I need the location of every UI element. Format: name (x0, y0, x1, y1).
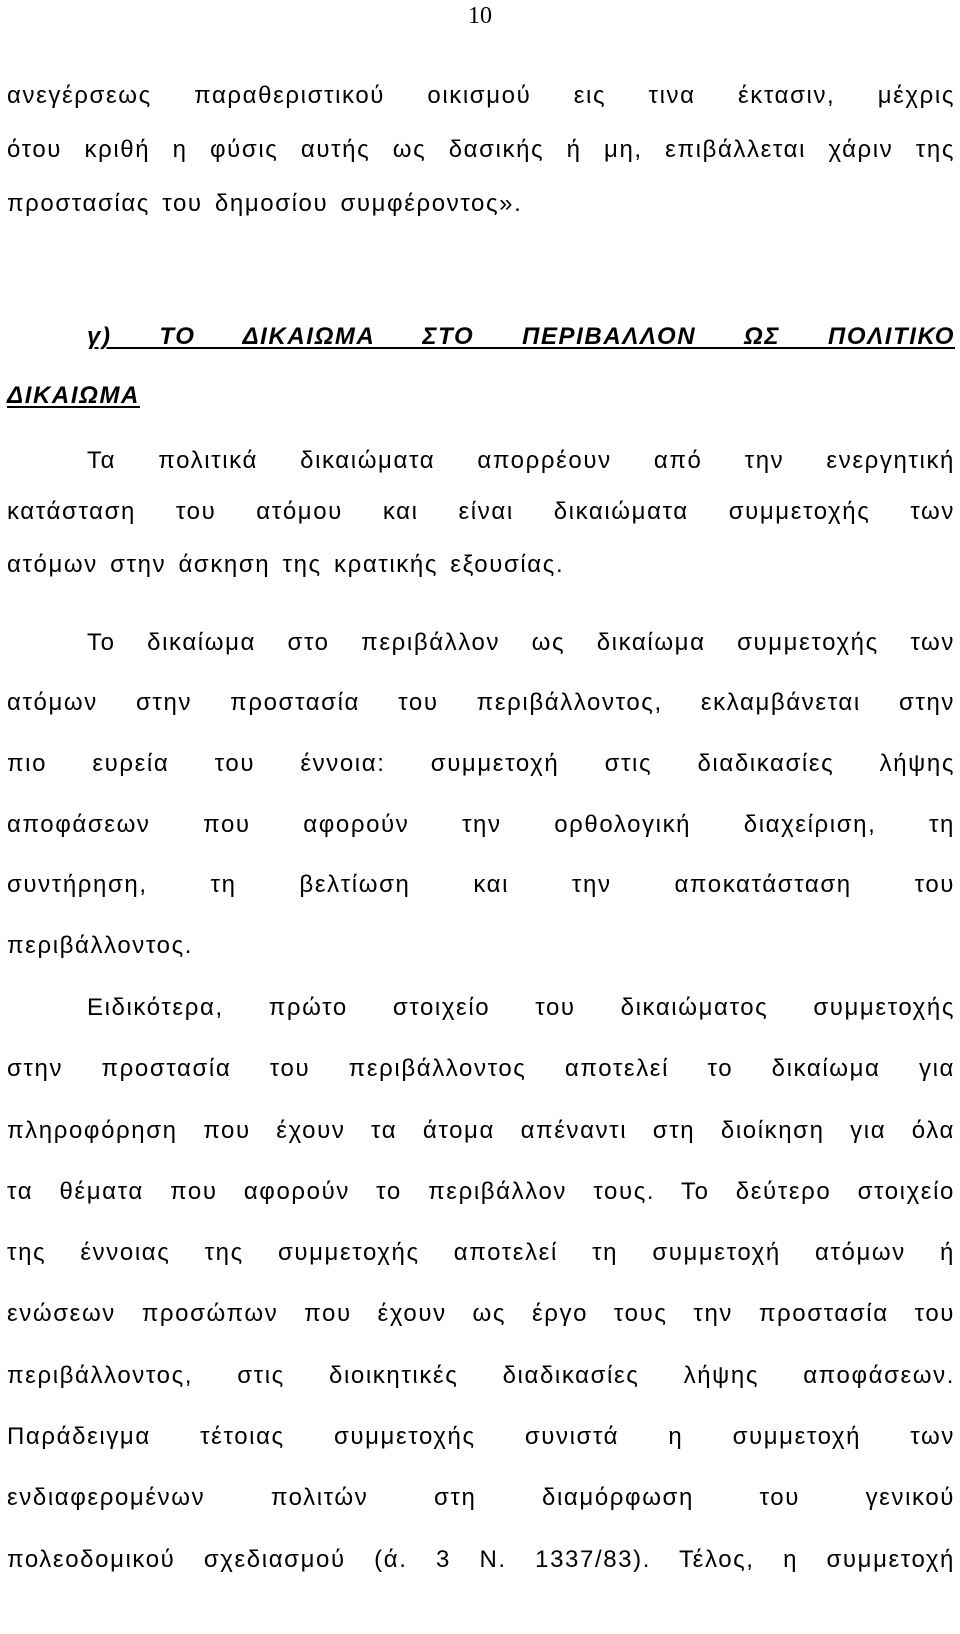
text-line: συντήρηση, τη βελτίωση και την αποκατάσταση του (7, 871, 955, 898)
text-line: πιο ευρεία του έννοια: συμμετοχή στις διαδικασίες λήψης (7, 750, 955, 777)
page-number: 10 (468, 3, 492, 29)
text-line: ενώσεων προσώπων που έχουν ως έργο τους την προστασία του (7, 1300, 955, 1327)
text-line: περιβάλλοντος. (7, 932, 194, 959)
text-line: Το δικαίωμα στο περιβάλλον ως δικαίωμα συμμετοχής των (87, 629, 955, 656)
text-line: ατόμων στην άσκηση της κρατικής εξουσίας. (7, 551, 565, 578)
section-heading-continuation: ΔΙΚΑΙΩΜΑ (7, 382, 140, 409)
text-line: Ειδικότερα, πρώτο στοιχείο του δικαιώματος συμμετοχής (87, 994, 955, 1021)
section-heading: γ) ΤΟ ΔΙΚΑΙΩΜΑ ΣΤΟ ΠΕΡΙΒΑΛΛΟΝ ΩΣ ΠΟΛΙΤΙΚΟ (87, 323, 955, 350)
text-line: ότου κριθή η φύσις αυτής ως δασικής ή μη, επιβάλλεται χάριν της (7, 136, 955, 163)
text-line: της έννοιας της συμμετοχής αποτελεί τη συμμετοχή ατόμων ή (7, 1239, 955, 1266)
text-line: περιβάλλοντος, στις διοικητικές διαδικασίες λήψης αποφάσεων. (7, 1362, 955, 1389)
text-line: Παράδειγμα τέτοιας συμμετοχής συνιστά η συμμετοχή των (7, 1423, 955, 1450)
text-line: πολεοδομικού σχεδιασμού (ά. 3 Ν. 1337/83). Τέλος, η συμμετοχή (7, 1546, 955, 1573)
text-line: στην προστασία του περιβάλλοντος αποτελεί το δικαίωμα για (7, 1055, 955, 1082)
text-line: ανεγέρσεως παραθεριστικού οικισμού εις τινα έκτασιν, μέχρις (7, 82, 955, 109)
text-line: αποφάσεων που αφορούν την ορθολογική διαχείριση, τη (7, 811, 955, 838)
text-line: κατάσταση του ατόμου και είναι δικαιώματα συμμετοχής των (7, 498, 955, 525)
text-line: τα θέματα που αφορούν το περιβάλλον τους. Το δεύτερο στοιχείο (7, 1178, 955, 1205)
text-line: ατόμων στην προστασία του περιβάλλοντος, εκλαμβάνεται στην (7, 689, 955, 716)
text-line: Τα πολιτικά δικαιώματα απορρέουν από την ενεργητική (87, 447, 955, 474)
text-line: ενδιαφερομένων πολιτών στη διαμόρφωση του γενικού (7, 1484, 955, 1511)
text-line: πληροφόρηση που έχουν τα άτομα απέναντι στη διοίκηση για όλα (7, 1117, 955, 1144)
text-line: προστασίας του δημοσίου συμφέροντος». (7, 190, 523, 217)
